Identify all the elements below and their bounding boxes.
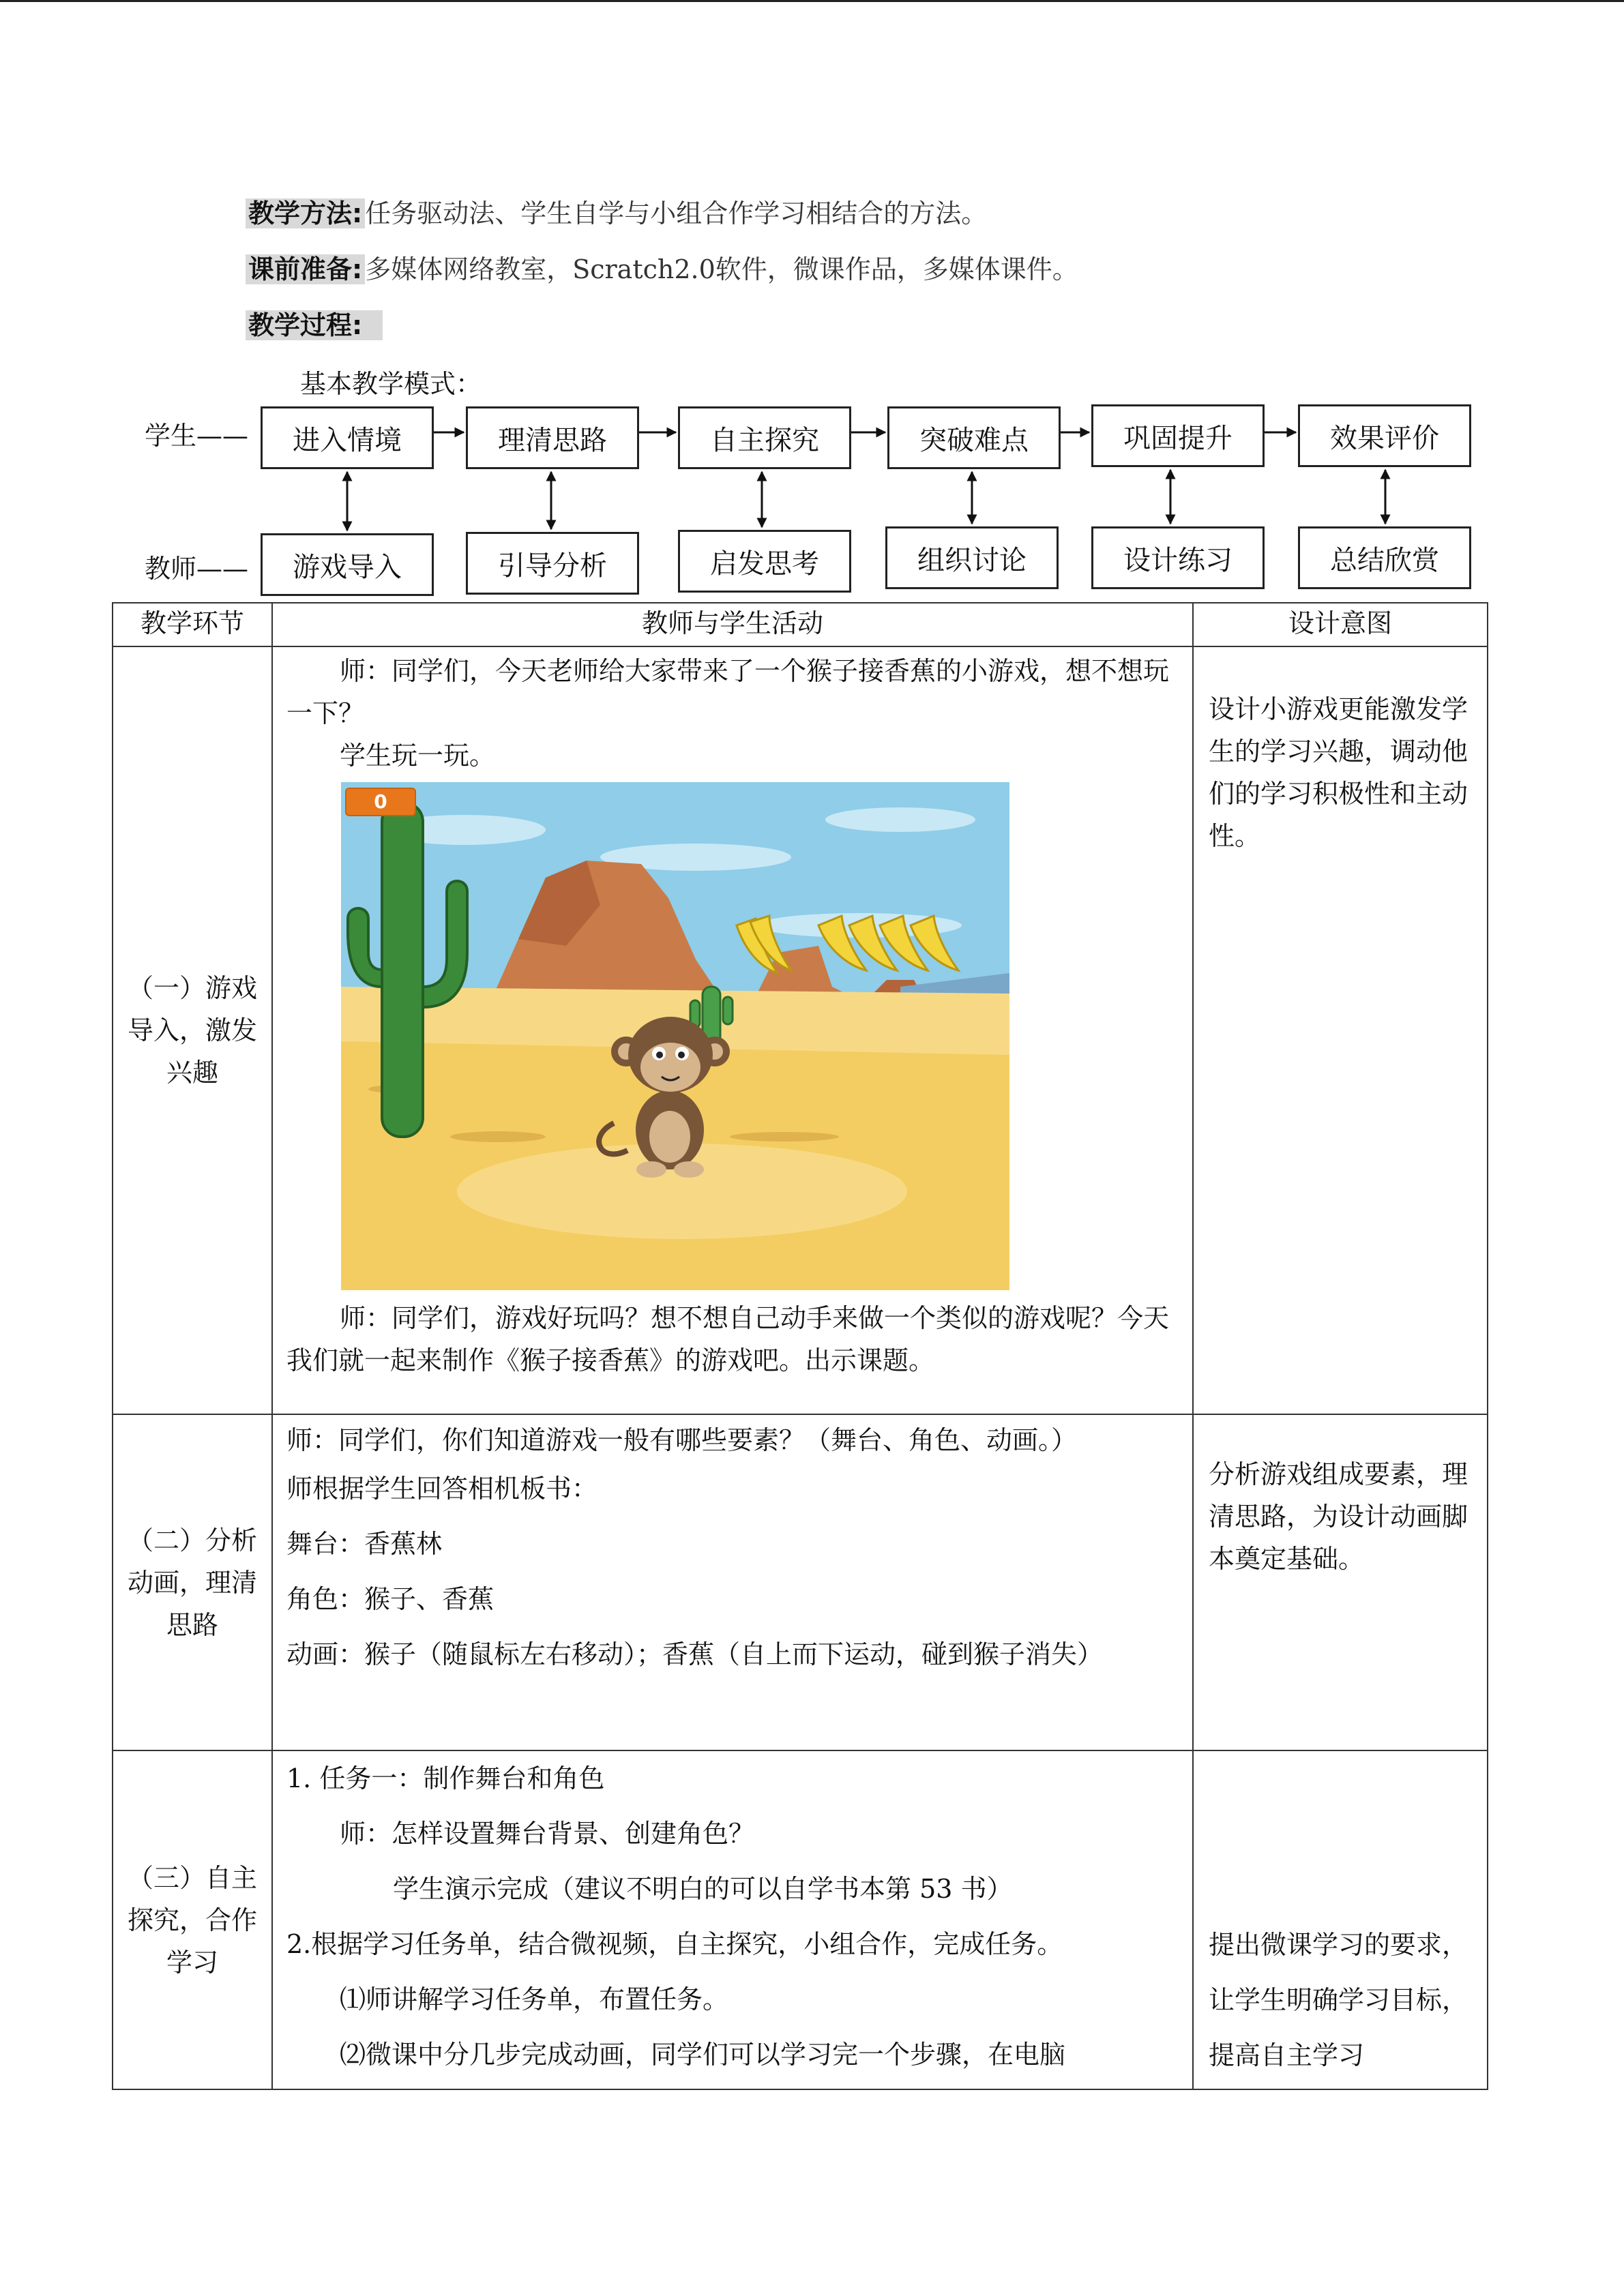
teacher-step-3: 启发思考	[678, 530, 851, 593]
activity-line: 角色：猴子、香蕉	[286, 1584, 494, 1614]
prep-value: 多媒体网络教室，Scratch2.0软件，微课作品，多媒体课件。	[365, 254, 1078, 284]
activity-line: 师：同学们，今天老师给大家带来了一个猴子接香蕉的小游戏，想不想玩一下？	[286, 656, 1170, 728]
activity-line: ⑵微课中分几步完成动画，同学们可以学习完一个步骤，在电脑	[340, 2040, 1066, 2070]
table-row	[113, 646, 1488, 1414]
activity-line: 师：怎样设置舞台背景、创建角色？	[340, 1819, 755, 1849]
intent-cell: 提出微课学习的要求，让学生明确学习目标，提高自主学习	[1193, 1750, 1488, 2089]
header-activity: 教师与学生活动	[272, 603, 1193, 646]
activity-line: 师根据学生回答相机板书：	[286, 1474, 598, 1504]
intent-cell: 分析游戏组成要素，理清思路，为设计动画脚本奠定基础。	[1193, 1414, 1488, 1750]
activity-line: 师：同学们，游戏好玩吗？想不想自己动手来做一个类似的游戏呢？今天我们就一起来制作《猴子接香蕉》的游戏吧。出示课题。	[286, 1303, 1170, 1375]
teacher-step-2: 引导分析	[466, 532, 639, 595]
activity-cell	[272, 1414, 1193, 1750]
student-row-label: 学生——	[145, 421, 249, 451]
lesson-plan-table	[112, 602, 1488, 2090]
activity-line: ⑴师讲解学习任务单，布置任务。	[340, 1984, 729, 2014]
method-value: 任务驱动法、学生自学与小组合作学习相结合的方法。	[365, 198, 988, 228]
score-counter: 0	[345, 788, 416, 816]
student-step-4: 突破难点	[887, 406, 1061, 469]
activity-line: 师：同学们，你们知道游戏一般有哪些要素？（舞台、角色、动画。）	[286, 1425, 1078, 1455]
student-step-6: 效果评价	[1298, 404, 1471, 467]
flow-arrows	[0, 0, 1624, 614]
table-row	[113, 1414, 1488, 1750]
activity-cell	[272, 646, 1193, 1414]
teacher-step-1: 游戏导入	[261, 533, 434, 596]
header-segment: 教学环节	[113, 603, 272, 646]
student-step-3: 自主探究	[678, 406, 851, 469]
teacher-step-4: 组织讨论	[885, 526, 1059, 589]
activity-line: 1. 任务一：制作舞台和角色	[286, 1763, 605, 1793]
student-step-2: 理清思路	[466, 406, 639, 469]
activity-line: 学生演示完成（建议不明白的可以自学书本第 53 书）	[393, 1874, 1013, 1904]
segment-cell: （三）自主探究，合作学习	[113, 1750, 272, 2089]
teacher-step-6: 总结欣赏	[1298, 526, 1471, 589]
segment-cell: （一）游戏导入，激发兴趣	[113, 646, 272, 1414]
process-label: 教学过程:	[246, 310, 383, 340]
activity-line: 学生玩一玩。	[340, 741, 496, 771]
student-step-5: 巩固提升	[1091, 404, 1265, 467]
teacher-step-5: 设计练习	[1091, 526, 1265, 589]
table-header-row	[113, 603, 1488, 646]
game-screenshot	[341, 782, 1009, 1290]
activity-line: 2.根据学习任务单，结合微视频，自主探究，小组合作，完成任务。	[286, 1929, 1063, 1959]
student-step-1: 进入情境	[261, 406, 434, 469]
activity-line: 动画：猴子（随鼠标左右移动）；香蕉（自上而下运动，碰到猴子消失）	[286, 1639, 1104, 1669]
teacher-row-label: 教师——	[145, 554, 249, 584]
desert-scene-image	[341, 782, 1009, 1290]
prep-label: 课前准备:	[246, 254, 365, 284]
intent-cell: 设计小游戏更能激发学生的学习兴趣，调动他们的学习积极性和主动性。	[1193, 646, 1488, 1414]
mode-title: 基本教学模式：	[300, 369, 482, 399]
segment-cell: （二）分析动画，理清思路	[113, 1414, 272, 1750]
table-row	[113, 1750, 1488, 2089]
method-label: 教学方法:	[246, 198, 365, 228]
activity-cell	[272, 1750, 1193, 2089]
activity-line: 舞台：香蕉林	[286, 1529, 443, 1559]
header-intent: 设计意图	[1193, 603, 1488, 646]
